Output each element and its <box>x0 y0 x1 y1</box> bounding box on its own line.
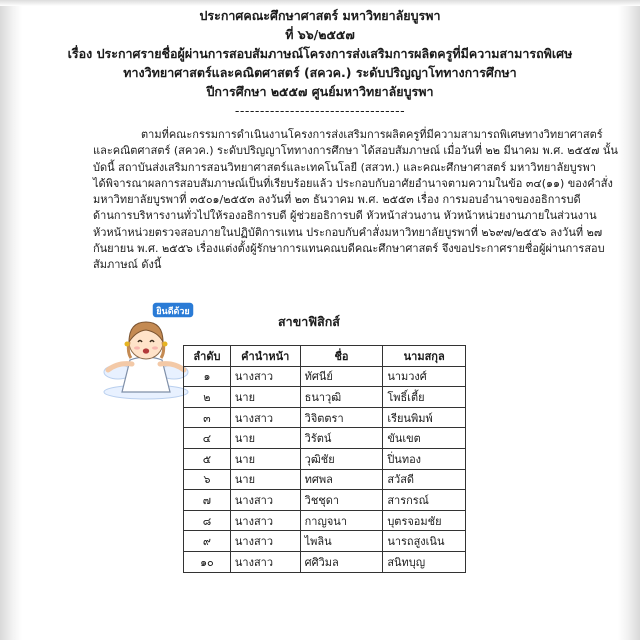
row-surname: สนิทบุญ <box>383 551 466 572</box>
column-header-no: ลำดับ <box>184 346 231 367</box>
body-line: มหาวิทยาลัยบูรพาที่ ๓๕๐๑/๒๕๕๓ ลงวันที่ ๒๓ ธันวาคม พ.ศ. ๒๕๕๓ เรื่อง การมอบอำนาจของอธิการบดี <box>93 193 581 207</box>
table-row <box>184 448 466 469</box>
row-title: นางสาว <box>230 366 300 387</box>
announcement-academic-year: ปีการศึกษา ๒๕๕๗ ศูนย์มหาวิทยาลัยบูรพา <box>206 84 434 99</box>
row-title: นาย <box>230 469 300 490</box>
row-name: ศศิวิมล <box>300 551 383 572</box>
passed-candidates-table <box>183 345 466 573</box>
row-title: นางสาว <box>230 551 300 572</box>
row-number: ๔ <box>184 428 231 449</box>
row-number: ๑๐ <box>184 551 231 572</box>
table-header-row <box>184 346 466 367</box>
row-surname: ปิ่นทอง <box>383 448 466 469</box>
row-surname: นามวงศ์ <box>383 366 466 387</box>
row-title: นาย <box>230 428 300 449</box>
body-line: ด้านการบริหารงานทั่วไปให้รองอธิการบดี ผู้ช่วยอธิการบดี หัวหน้าส่วนงาน หัวหน้าหน่วยงานภายในส่วนงาน <box>93 209 597 223</box>
body-line: และคณิตศาสตร์ (สควค.) ระดับปริญญาโททางการศึกษา ได้สอบสัมภาษณ์ เมื่อวันที่ ๒๒ มีนาคม พ.ศ. ๒๕๕๗ นั้น <box>93 144 618 158</box>
congratulations-sticker <box>96 300 196 400</box>
row-surname: โพธิ์เตี้ย <box>383 387 466 408</box>
announcement-body <box>93 127 618 274</box>
row-name: ไพลิน <box>300 531 383 552</box>
row-name: วิรัตน์ <box>300 428 383 449</box>
row-name: วิชชุดา <box>300 490 383 511</box>
header-divider: ---------------------------------- <box>234 103 406 118</box>
row-number: ๖ <box>184 469 231 490</box>
row-surname: ขันเขต <box>383 428 466 449</box>
page-shadow-right <box>618 0 640 640</box>
announcement-issuer: ประกาศคณะศึกษาศาสตร์ มหาวิทยาลัยบูรพา <box>199 8 441 23</box>
row-name: วิจิตตรา <box>300 407 383 428</box>
row-number: ๗ <box>184 490 231 511</box>
announcement-header <box>60 6 580 120</box>
row-number: ๙ <box>184 531 231 552</box>
announcement-subject: เรื่อง ประกาศรายชื่อผู้ผ่านการสอบสัมภาษณ์โครงการส่งเสริมการผลิตครูที่มีความสามารถพิเศษ <box>67 46 573 61</box>
section-title: สาขาฟิสิกส์ <box>278 314 340 329</box>
row-name: วุฒิชัย <box>300 448 383 469</box>
row-name: ธนาวุฒิ <box>300 387 383 408</box>
table-row <box>184 428 466 449</box>
column-header-title: คำนำหน้า <box>230 346 300 367</box>
row-title: นางสาว <box>230 407 300 428</box>
table-row <box>184 551 466 572</box>
congratulations-text: ยินดีด้วย <box>156 307 190 317</box>
row-number: ๑ <box>184 366 231 387</box>
body-line: บัดนี้ สถาบันส่งเสริมการสอนวิทยาศาสตร์และเทคโนโลยี (สสวท.) และคณะศึกษาศาสตร์ มหาวิทยาลัยบูรพา <box>93 160 596 174</box>
row-title: นางสาว <box>230 531 300 552</box>
row-number: ๒ <box>184 387 231 408</box>
announcement-subject-cont: ทางวิทยาศาสตร์และคณิตศาสตร์ (สควค.) ระดับปริญญาโททางการศึกษา <box>123 65 517 80</box>
row-surname: เรียนพิมพ์ <box>383 407 466 428</box>
column-header-name: ชื่อ <box>300 346 383 367</box>
table-row <box>184 407 466 428</box>
row-name: กาญจนา <box>300 510 383 531</box>
row-number: ๕ <box>184 448 231 469</box>
table-row <box>184 490 466 511</box>
row-number: ๘ <box>184 510 231 531</box>
column-header-surname: นามสกุล <box>383 346 466 367</box>
page-shadow-left <box>0 0 22 640</box>
table-row <box>184 531 466 552</box>
row-surname: บุตรจอมชัย <box>383 510 466 531</box>
table-row <box>184 387 466 408</box>
table-row <box>184 469 466 490</box>
row-title: นางสาว <box>230 510 300 531</box>
row-title: นางสาว <box>230 490 300 511</box>
table-row <box>184 366 466 387</box>
row-surname: สวัสดี <box>383 469 466 490</box>
row-title: นาย <box>230 448 300 469</box>
body-line: หัวหน้าหน่วยตรวจสอบภายในปฏิบัติการแทน ประกอบกับคำสั่งมหาวิทยาลัยบูรพาที่ ๒๖๙๗/๒๕๕๖ ลงวันที่ ๒๗ <box>93 225 603 239</box>
row-surname: สารกรณ์ <box>383 490 466 511</box>
row-name: ทัศนีย์ <box>300 366 383 387</box>
body-line: สัมภาษณ์ ดังนี้ <box>93 258 162 272</box>
row-name: ทศพล <box>300 469 383 490</box>
body-line: กันยายน พ.ศ. ๒๕๕๖ เรื่องแต่งตั้งผู้รักษาการแทนคณบดีคณะศึกษาศาสตร์ จึงขอประกาศรายชื่อผู้ผ่านการสอบ <box>93 242 605 256</box>
body-line: ตามที่คณะกรรมการดำเนินงานโครงการส่งเสริมการผลิตครูที่มีความสามารถพิเศษทางวิทยาศาสตร์ <box>141 128 603 141</box>
table-row <box>184 510 466 531</box>
row-title: นาย <box>230 387 300 408</box>
row-number: ๓ <box>184 407 231 428</box>
announcement-number: ที่ ๖๖/๒๕๕๗ <box>285 27 355 42</box>
row-surname: นารถสูงเนิน <box>383 531 466 552</box>
body-line: ได้พิจารณาผลการสอบสัมภาษณ์เป็นที่เรียบร้อยแล้ว ประกอบกับอาศัยอำนาจตามความในข้อ ๓๔(๑๑) ของคำสั่ง <box>93 176 613 190</box>
